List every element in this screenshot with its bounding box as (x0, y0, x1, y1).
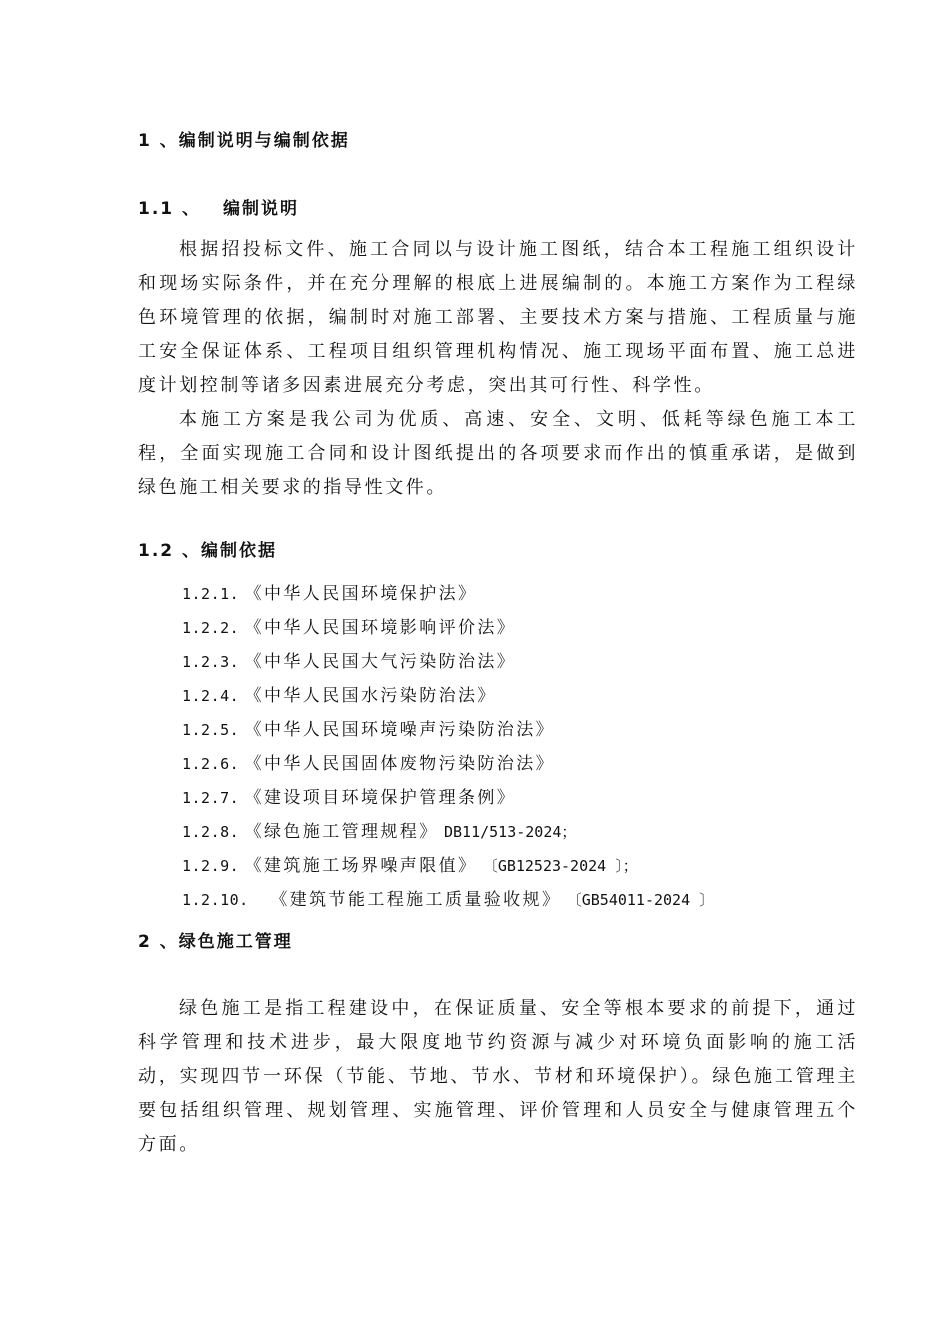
section-1-1-paragraph-2: 本施工方案是我公司为优质、高速、安全、文明、低耗等绿色施工本工程，全面实现施工合同和设计图纸提出的各项要求而作出的慎重承诺，是做到绿色施工相关要求的指导性文件。 (138, 409, 858, 498)
item-number: 1.2.8. (182, 823, 240, 841)
item-number: 1.2.2. (182, 619, 240, 637)
item-title: 《中华人民国环境影响评价法》 (244, 618, 517, 638)
section-1-2-heading: 1.2 、编制依据 (138, 541, 278, 561)
item-number: 1.2.3. (182, 653, 240, 671)
item-number: 1.2.7. (182, 789, 240, 807)
list-item (182, 747, 714, 781)
list-item (182, 781, 714, 815)
list-item (182, 849, 714, 883)
section-1-1-paragraph-1: 根据招投标文件、施工合同以与设计施工图纸，结合本工程施工组织设计和现场实际条件，并在充分理解的根底上进展编制的。本施工方案作为工程绿色环境管理的依据，编制时对施工部署、主要技术方案与措施、工程质量与施工安全保证体系、工程项目组织管理机构情况、施工现场平面布置、施工总进度计划控制等诸多因素进展充分考虑，突出其可行性、科学性。 (138, 239, 858, 396)
item-title: 《建设项目环境保护管理条例》 (244, 788, 517, 808)
list-item (182, 815, 714, 849)
list-item (182, 679, 714, 713)
item-number: 1.2.1. (182, 585, 240, 603)
list-item (182, 645, 714, 679)
section-1-1-title: 编制说明 (223, 199, 300, 219)
item-number: 1.2.5. (182, 721, 240, 739)
item-number: 1.2.4. (182, 687, 240, 705)
section-2-paragraph: 绿色施工是指工程建设中，在保证质量、安全等根本要求的前提下，通过科学管理和技术进步，最大限度地节约资源与减少对环境负面影响的施工活动，实现四节一环保（节能、节地、节水、节材和环境保护）。绿色施工管理主要包括组织管理、规划管理、实施管理、评价管理和人员安全与健康管理五个方面。 (138, 998, 858, 1155)
regulation-list (182, 577, 714, 917)
item-standard: DB11/513-2024； (444, 823, 577, 841)
item-standard: 〔GB54011-2024 〕 (566, 891, 715, 909)
item-title: 《建筑节能工程施工质量验收规》 (270, 890, 562, 910)
item-title: 《中华人民国环境保护法》 (244, 584, 478, 604)
item-title: 《建筑施工场界噪声限值》 (244, 856, 478, 876)
item-title: 《中华人民国固体废物污染防治法》 (244, 754, 555, 774)
list-item (182, 577, 714, 611)
list-item (182, 611, 714, 645)
list-item (182, 713, 714, 747)
section-1-1-heading (138, 199, 299, 219)
item-number: 1.2.9. (182, 857, 240, 875)
item-title: 《中华人民国大气污染防治法》 (244, 652, 517, 672)
item-number: 1.2.10. (182, 891, 249, 909)
item-title: 《中华人民国水污染防治法》 (244, 686, 497, 706)
item-standard: 〔GB12523-2024 〕； (482, 857, 638, 875)
section-1-heading: 1 、编制说明与编制依据 (138, 131, 350, 151)
section-1-1-number: 1.1 、 (138, 199, 202, 219)
item-title: 《中华人民国环境噪声污染防治法》 (244, 720, 555, 740)
item-number: 1.2.6. (182, 755, 240, 773)
item-title: 《绿色施工管理规程》 (244, 822, 439, 842)
section-2-heading: 2 、绿色施工管理 (138, 932, 293, 952)
list-item (182, 883, 714, 917)
